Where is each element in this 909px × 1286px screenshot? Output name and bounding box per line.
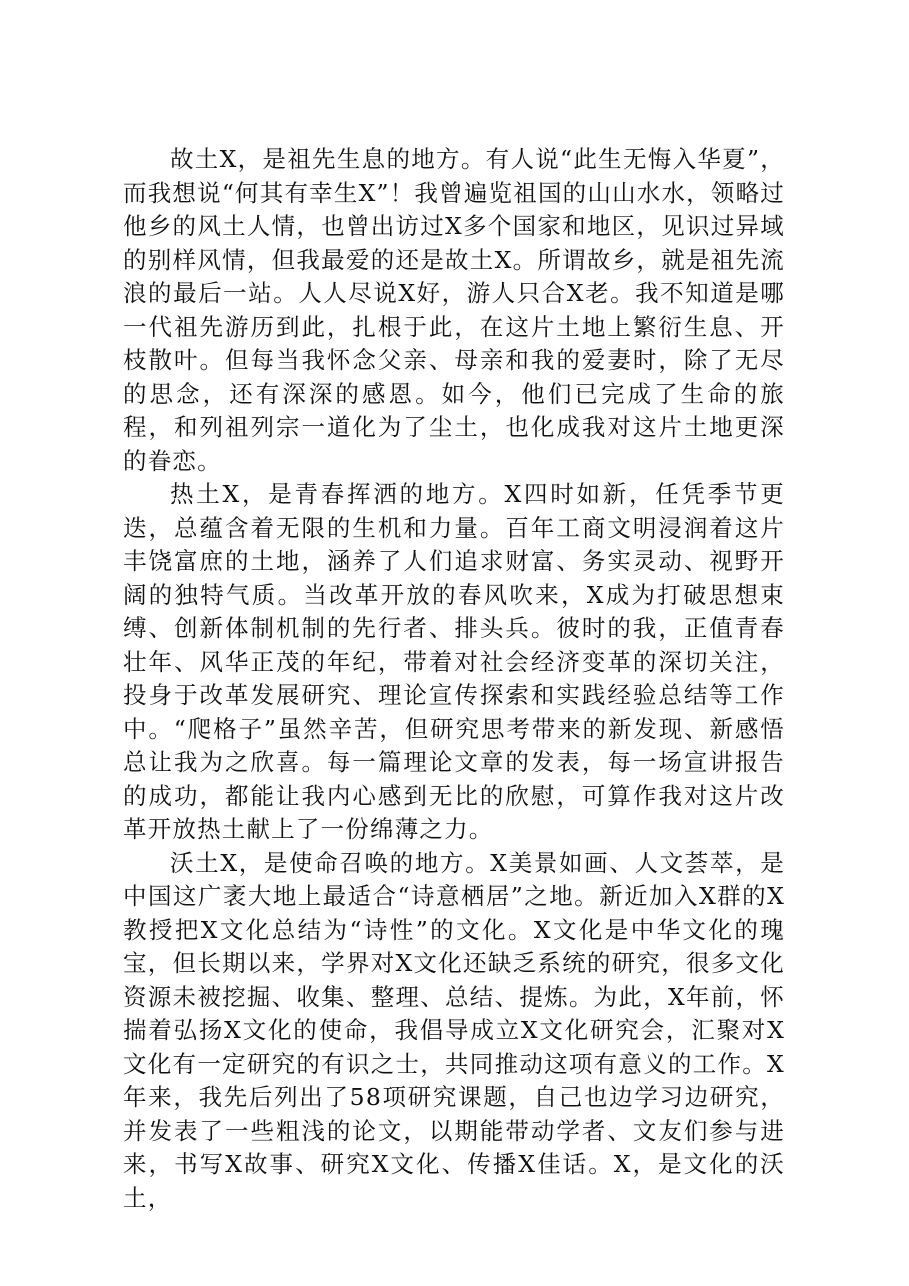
paragraph-youth: 热土X，是青春挥洒的地方。X四时如新，任凭季节更迭，总蕴含着无限的生机和力量。百年工商文明浸润着这片丰饶富庶的土地，涵养了人们追求财富、务实灵动、视野开阔的独特气质。当改革开放的春风吹来，X成为打破思想束缚、创新体制机制的先行者、排头兵。彼时的我，正值青春壮年、风华正茂的年纪，带着对社会经济变革的深切关注，投身于改革发展研究、理论宣传探索和实践经验总结等工作中。“爬格子”虽然辛苦，但研究思考带来的新发现、新感悟总让我为之欣喜。每一篇理论文章的发表，每一场宣讲报告的成功，都能让我内心感到无比的欣慰，可算作我对这片改革开放热土献上了一份绵薄之力。 [123,480,785,843]
document-body [123,143,785,1215]
paragraph-mission: 沃土X，是使命召唤的地方。X美景如画、人文荟萃，是中国这广袤大地上最适合“诗意栖居”之地。新近加入X群的X教授把X文化总结为“诗性”的文化。X文化是中华文化的瑰宝，但长期以来，学界对X文化还缺乏系统的研究，很多文化资源未被挖掘、收集、整理、总结、提炼。为此，X年前，怀揣着弘扬X文化的使命，我倡导成立X文化研究会，汇聚对X文化有一定研究的有识之士，共同推动这项有意义的工作。X年来，我先后列出了58项研究课题，自己也边学习边研究，并发表了一些粗浅的论文，以期能带动学者、文友们参与进来，书写X故事、研究X文化、传播X佳话。X，是文化的沃土， [123,848,785,1212]
paragraph-hometown: 故土X，是祖先生息的地方。有人说“此生无悔入华夏”，而我想说“何其有幸生X”！我曾遍览祖国的山山水水，领略过他乡的风土人情，也曾出访过X多个国家和地区，见识过异域的别样风情，但我最爱的还是故土X。所谓故乡，就是祖先流浪的最后一站。人人尽说X好，游人只合X老。我不知道是哪一代祖先游历到此，扎根于此，在这片土地上繁衍生息、开枝散叶。但每当我怀念父亲、母亲和我的爱妻时，除了无尽的思念，还有深深的感恩。如今，他们已完成了生命的旅程，和列祖列宗一道化为了尘土，也化成我对这片土地更深的眷恋。 [123,145,785,475]
